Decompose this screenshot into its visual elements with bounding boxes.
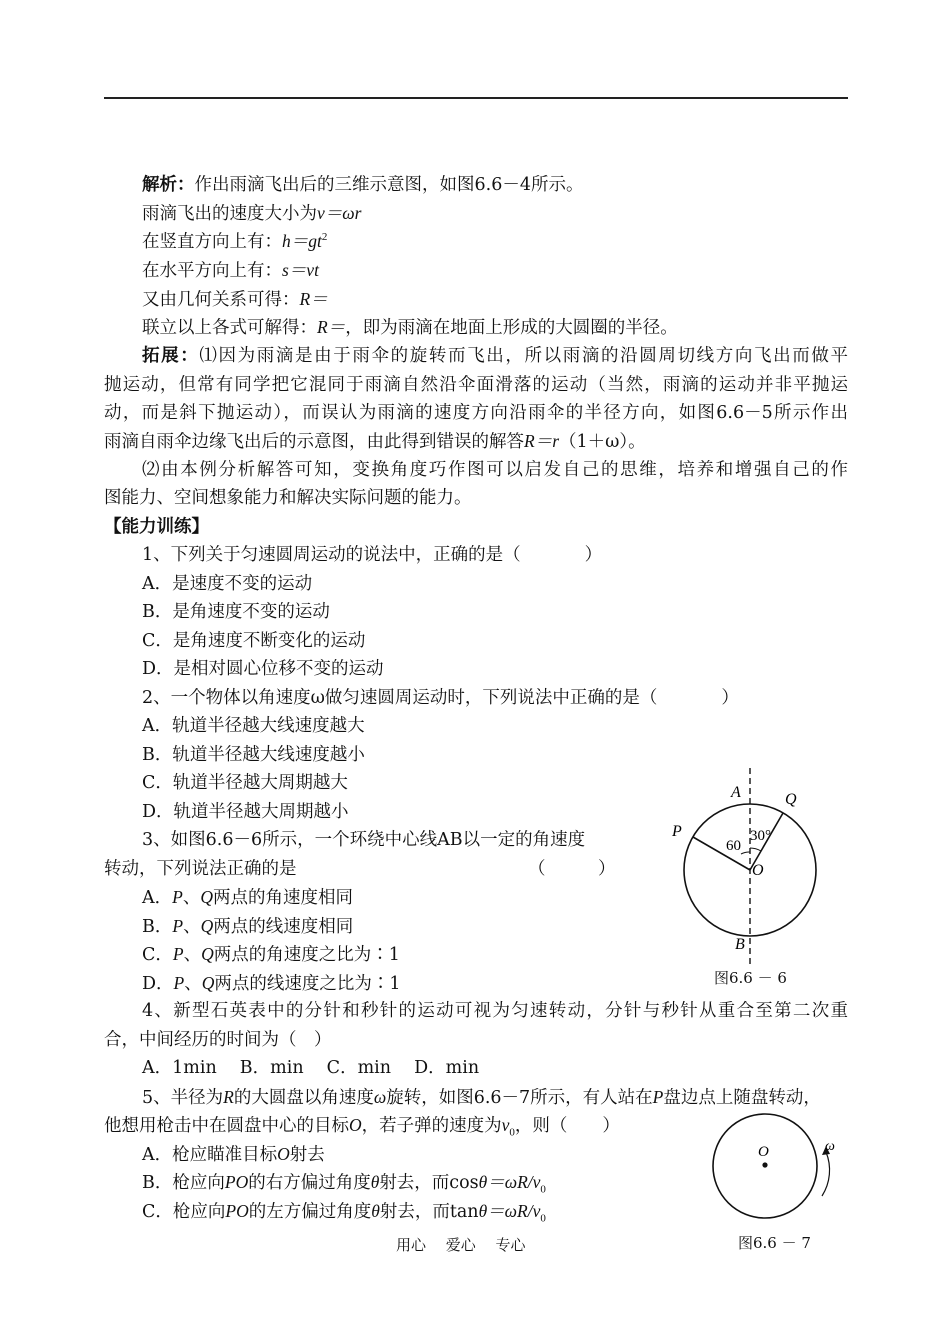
q5-stem-line-1: 5、半径为R的大圆盘以角速度ω旋转，如图6.6－7所示，有人站在P盘边点上随盘转动，	[142, 1087, 821, 1108]
q2-option-c: C．轨道半径越大周期越大	[142, 773, 348, 793]
figure-6-6-6	[660, 766, 830, 966]
q3-option-a: A．P、Q两点的角速度相同	[142, 887, 353, 908]
extension-heading: 拓展：	[142, 346, 200, 366]
q1-option-a: A．是速度不变的运动	[142, 574, 313, 594]
extension-line-4: 雨滴自雨伞边缘飞出后的示意图，由此得到错误的解答R＝r（1＋ω）。	[104, 431, 646, 452]
extension-line-2: 抛运动，但常有同学把它混同于雨滴自然沿伞面滑落的运动（当然，雨滴的运动并非平抛运	[104, 375, 848, 395]
q3-answer-paren: （ ）	[528, 859, 616, 879]
q3-stem-line-1: 3、如图6.6－6所示，一个环绕中心线AB以一定的角速度	[142, 830, 586, 850]
label-b: B	[735, 936, 745, 953]
label-a: A	[731, 784, 741, 801]
analysis-horizontal: 在水平方向上有：s＝vt	[142, 260, 319, 281]
label-angle-60: 60	[726, 838, 741, 854]
q2-option-d: D．轨道半径越大周期越小	[142, 802, 349, 822]
extension-line-3: 动，而是斜下抛运动），而误认为雨滴的速度方向沿雨伞的半径方向，如图6.6－5所示作出	[104, 403, 848, 423]
figure-6-6-7-caption: 图6.6 － 7	[738, 1234, 811, 1252]
q5-option-c: C．枪应向PO的左方偏过角度θ射去，而$\tan\theta=\omega R/v_0$	[142, 1201, 546, 1225]
rotation-arrow	[822, 1152, 830, 1196]
analysis-combine: 联立以上各式可解得：R＝，即为雨滴在地面上形成的大圆圈的半径。	[142, 317, 678, 338]
q4-stem-line-2: 合，中间经历的时间为（ ）	[104, 1030, 332, 1050]
training-heading: 【能力训练】	[104, 517, 209, 537]
q1-option-c: C．是角速度不断变化的运动	[142, 631, 366, 651]
analysis-vertical: 在竖直方向上有：$h=gt^2$	[142, 231, 328, 252]
q4-options: A．1min B．min C．min D．min	[142, 1058, 480, 1078]
label-o: O	[758, 1144, 769, 1160]
header-rule	[104, 97, 848, 99]
label-angle-30: 30°	[750, 828, 771, 844]
extension-line-1: 拓展：⑴因为雨滴是由于雨伞的旋转而飞出，所以雨滴的沿圆周切线方向飞出而做平	[142, 346, 848, 366]
q2-stem: 2、一个物体以角速度ω做匀速圆周运动时，下列说法中正确的是（ ）	[142, 688, 739, 708]
page-footer: 用心 爱心 专心	[396, 1236, 526, 1254]
q2-option-a: A．轨道半径越大线速度越大	[142, 716, 365, 736]
q2-option-b: B．轨道半径越大线速度越小	[142, 745, 365, 765]
label-omega: ω	[825, 1139, 835, 1154]
label-p: P	[672, 823, 682, 840]
q3-option-c: C．P、Q两点的角速度之比为∶1	[142, 944, 400, 965]
q3-option-b: B．P、Q两点的线速度相同	[142, 916, 354, 937]
extension-line-5: ⑵由本例分析解答可知，变换角度巧作图可以启发自己的思维，培养和增强自己的作	[142, 460, 848, 480]
q5-option-a: A．枪应瞄准目标O射去	[142, 1144, 325, 1165]
figure-6-6-7	[705, 1108, 845, 1234]
angle-arc-60	[741, 852, 750, 854]
figure-6-6-6-caption: 图6.6 － 6	[714, 969, 787, 987]
extension-line-6: 图能力、空间想象能力和解决实际问题的能力。	[104, 488, 472, 508]
q1-option-d: D．是相对圆心位移不变的运动	[142, 659, 384, 679]
q3-stem-line-2: 转动，下列说法正确的是	[104, 859, 297, 879]
q5-option-b: B．枪应向PO的右方偏过角度θ射去，而$\cos\theta=\omega R/v_0$	[142, 1172, 546, 1196]
label-q: Q	[785, 791, 797, 808]
angle-arc-30	[750, 848, 761, 851]
analysis-velocity: 雨滴飞出的速度大小为v＝ωr	[142, 203, 362, 224]
label-o: O	[752, 862, 764, 879]
analysis-heading: 解析：	[142, 175, 195, 195]
q1-stem: 1、下列关于匀速圆周运动的说法中，正确的是（ ）	[142, 545, 603, 565]
analysis-line-1: 解析：作出雨滴飞出后的三维示意图，如图6.6－4所示。	[142, 175, 584, 195]
q3-option-d: D．P、Q两点的线速度之比为∶1	[142, 973, 401, 994]
q1-option-b: B．是角速度不变的运动	[142, 602, 330, 622]
q5-stem-line-2: 他想用枪击中在圆盘中心的目标O，若子弹的速度为$v_0$，则（ ）	[104, 1115, 620, 1139]
q4-stem-line-1: 4、新型石英表中的分针和秒针的运动可视为匀速转动，分针与秒针从重合至第二次重	[142, 1001, 848, 1021]
center-dot	[762, 1162, 767, 1167]
analysis-geometry: 又由几何关系可得：R＝	[142, 289, 328, 310]
